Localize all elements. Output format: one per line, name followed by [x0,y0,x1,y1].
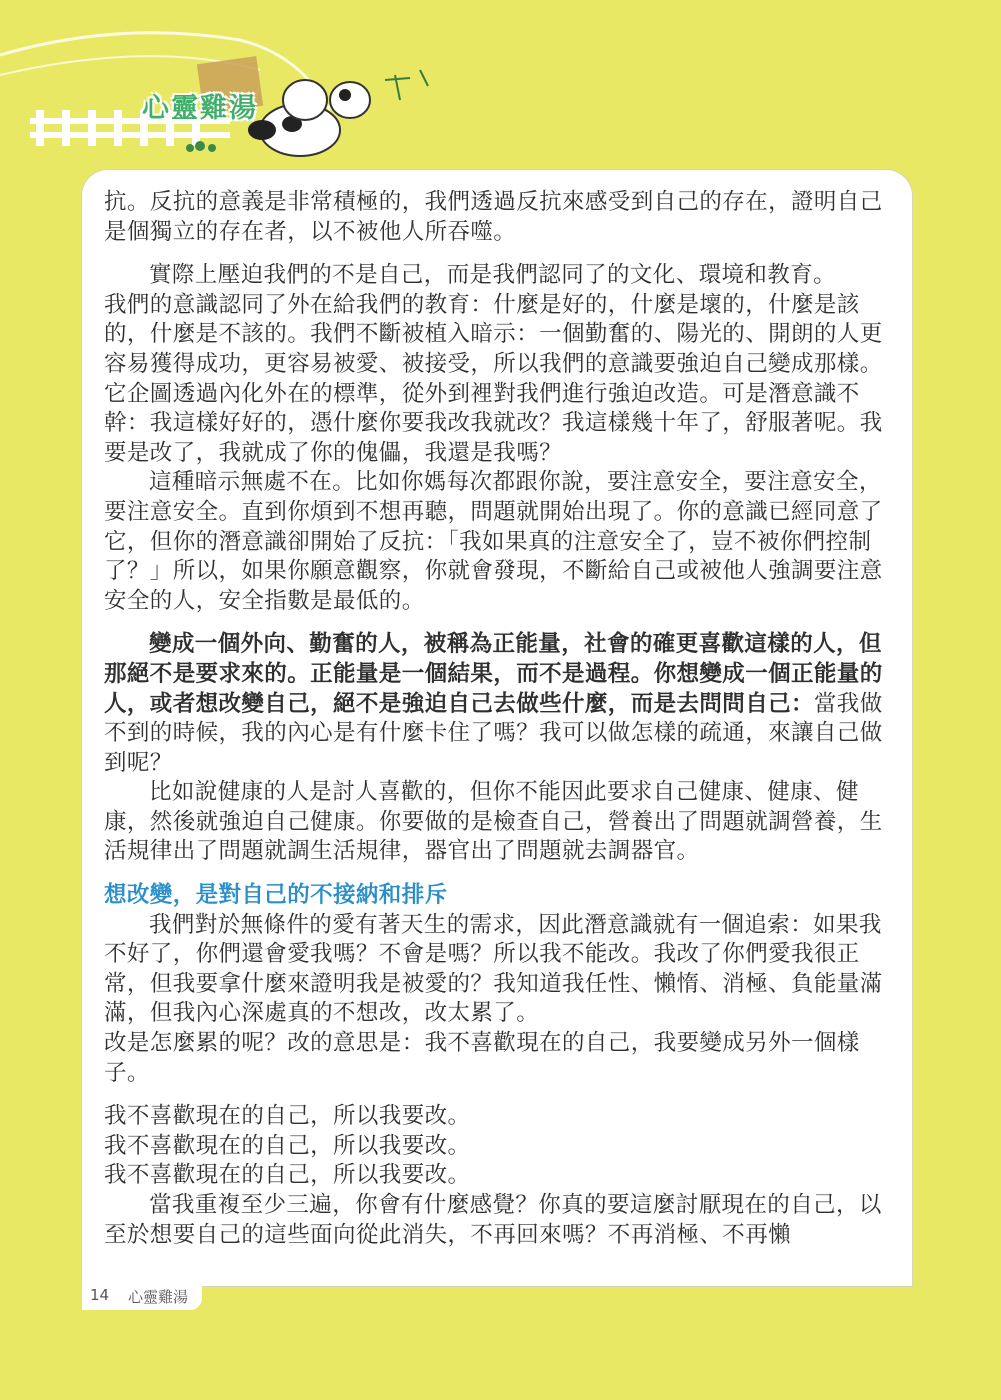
page-header [0,0,1001,180]
repeated-line: 我不喜歡現在的自己，所以我要改。 [104,1162,471,1189]
dragonfly-icon [385,70,428,100]
paragraph: 當我重複至少三遍，你會有什麼感覺？你真的要這麼討厭現在的自己，以至於想要自己的這些面向從此消失，不再回來嗎？不再消極、不再懶 [104,1192,882,1248]
page-number: 14 [90,1286,110,1304]
paragraph: 改是怎麼累的呢？改的意思是：我不喜歡現在的自己，我要變成另外一個樣子。 [104,1030,860,1086]
paragraph-bold [104,630,888,778]
paragraph: 實際上壓迫我們的不是自己，而是我們認同了的文化、環境和教育。 [149,262,837,289]
plain-text: 當我做不到的時候，我的內心是有什麼卡住了嗎？我可以做怎樣的疏通，來讓自己做到呢？ [104,690,883,776]
header-title: 心靈雞湯 [142,93,258,124]
repeated-line: 我不喜歡現在的自己，所以我要改。 [104,1132,471,1159]
paragraph: 比如說健康的人是討人喜歡的，但你不能因此要求自己健康、健康、健康，然後就強迫自己健康。你要做的是檢查自己，營養出了問題就調營養，生活規律出了問題就調生活規律，器官出了問題就去調器官。 [104,779,883,865]
paragraph: 這種暗示無處不在。比如你媽每次都跟你說，要注意安全，要注意安全，要注意安全。直到你煩到不想再聽，問題就開始出現了。你的意識已經同意了它，但你的潛意識卻開始了反抗：「我如果真的注意安全了，豈不被你們控制了？」所以，如果你願意觀察，你就會發現，不斷給自己或被他人強調要注意安全的人，安全指數是最低的。 [104,469,883,614]
paragraph: 我們對於無條件的愛有著天生的需求，因此潛意識就有一個追索：如果我不好了，你們還會愛我嗎？不會是嗎？所以我不能改。我改了你們愛我很正常，但我要拿什麼來證明我是被愛的？我知道我任性、懶惰、消極、負能量滿滿，但我內心深處真的不想改，改太累了。 [104,911,883,1027]
grass-icon [186,141,216,152]
repeated-line: 我不喜歡現在的自己，所以我要改。 [104,1103,471,1130]
paragraph: 我們的意識認同了外在給我們的教育：什麼是好的，什麼是壞的，什麼是該的，什麼是不該的。我們不斷被植入暗示：一個勤奮的、陽光的、開朗的人更容易獲得成功，更容易被愛、被接受，所以我們的意識要強迫自己變成那樣。它企圖透過內化外在的標準，從外到裡對我們進行強迫改造。可是潛意識不幹：我這樣好好的，憑什麼你要我改我就改？我這樣幾十年了，舒服著呢。我要是改了，我就成了你的傀儡，我還是我嗎？ [104,291,883,466]
section-heading: 想改變，是對自己的不接納和排斥 [104,882,448,909]
footer-title: 心靈雞湯 [128,1288,189,1306]
article-body [104,188,888,1250]
cow-icon [248,80,370,156]
bold-text: 變成一個外向、勤奮的人，被稱為正能量，社會的確更喜歡這樣的人，但那絕不是要求來的。正能量是一個結果，而不是過程。你想變成一個正能量的人，或者想改變自己，絕不是強迫自己去做些什麼，而是去問問自己： [104,631,883,717]
paragraph: 抗。反抗的意義是非常積極的，我們透過反抗來感受到自己的存在，證明自己是個獨立的存在者，以不被他人所吞噬。 [104,189,883,245]
